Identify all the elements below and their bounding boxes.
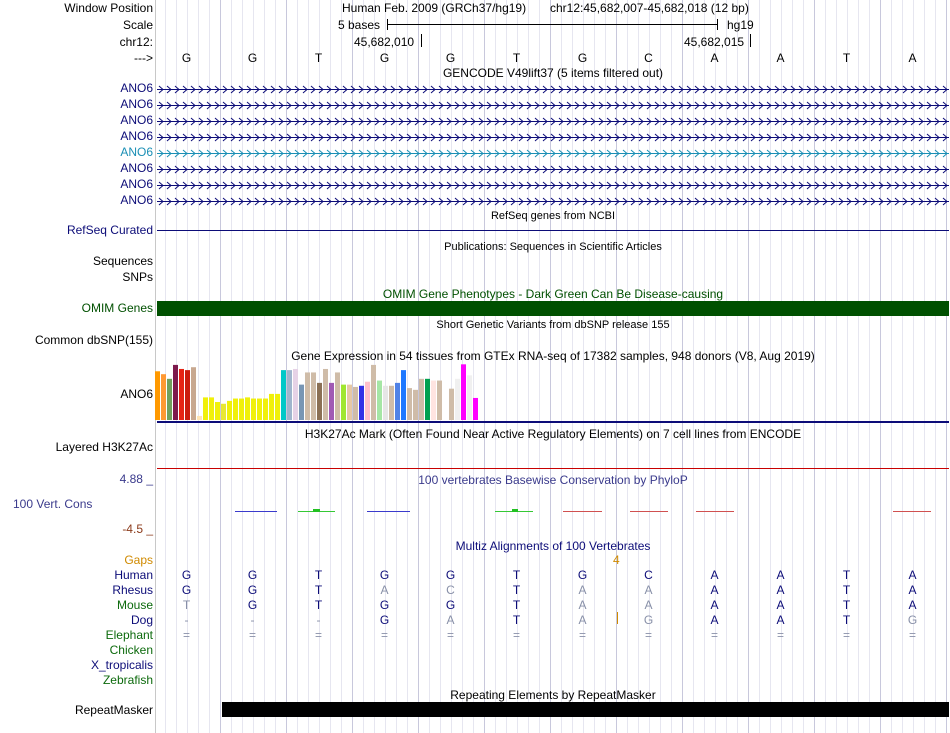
alignment-base: = bbox=[314, 628, 322, 642]
refseq-track-title[interactable]: RefSeq genes from NCBI bbox=[490, 210, 616, 222]
gencode-transcript-feature[interactable] bbox=[157, 99, 949, 109]
gtex-tissue-bar[interactable] bbox=[353, 387, 358, 420]
alignment-base: A bbox=[776, 598, 785, 612]
gtex-tissue-bar[interactable] bbox=[431, 381, 436, 420]
gencode-transcript-label[interactable]: ANO6 bbox=[120, 97, 153, 111]
alignment-base: T bbox=[314, 598, 323, 612]
gtex-tissue-bar[interactable] bbox=[467, 375, 472, 420]
alignment-base: A bbox=[644, 598, 653, 612]
coord-right-tick bbox=[750, 34, 751, 47]
gtex-tissue-bar[interactable] bbox=[173, 365, 178, 420]
h3k27ac-baseline bbox=[157, 468, 949, 469]
h3k27ac-track-title[interactable]: H3K27Ac Mark (Often Found Near Active Regulatory Elements) on 7 cell lines from ENCODE bbox=[304, 427, 802, 441]
scale-label: Scale bbox=[122, 18, 153, 32]
gap-insertion-mark bbox=[617, 612, 618, 624]
gtex-tissue-bar[interactable] bbox=[335, 372, 340, 420]
gtex-tissue-bar[interactable] bbox=[413, 390, 418, 420]
alignment-base: G bbox=[379, 568, 390, 582]
scale-db: hg19 bbox=[727, 18, 754, 32]
phylop-min-label: -4.5 _ bbox=[122, 522, 153, 536]
multiz-track-title[interactable]: Multiz Alignments of 100 Vertebrates bbox=[455, 539, 651, 553]
gtex-tissue-bar[interactable] bbox=[281, 370, 286, 420]
gtex-tissue-bar[interactable] bbox=[443, 388, 448, 420]
gencode-transcript-label[interactable]: ANO6 bbox=[120, 193, 153, 207]
gencode-transcript-label[interactable]: ANO6 bbox=[120, 177, 153, 191]
phylop-peak-mark[interactable] bbox=[512, 509, 518, 512]
species-label[interactable]: Chicken bbox=[109, 643, 153, 657]
gtex-expression-bars[interactable] bbox=[155, 362, 535, 422]
gtex-tissue-bar[interactable] bbox=[389, 386, 394, 420]
gencode-transcript-feature[interactable] bbox=[157, 115, 949, 125]
gencode-transcript-feature[interactable] bbox=[157, 195, 949, 205]
alignment-base: T bbox=[512, 583, 521, 597]
alignment-base: G bbox=[379, 613, 390, 627]
gencode-transcript-feature[interactable] bbox=[157, 179, 949, 189]
gtex-tissue-bar[interactable] bbox=[185, 370, 190, 420]
alignment-base: G bbox=[247, 568, 258, 582]
alignment-base: T bbox=[314, 568, 323, 582]
gtex-tissue-bar[interactable] bbox=[305, 372, 310, 420]
gtex-tissue-bar[interactable] bbox=[401, 370, 406, 420]
repeatmasker-track-title[interactable]: Repeating Elements by RepeatMasker bbox=[450, 688, 656, 702]
alignment-base: A bbox=[710, 583, 719, 597]
gencode-transcript-label[interactable]: ANO6 bbox=[120, 161, 153, 175]
species-label[interactable]: Zebrafish bbox=[102, 673, 153, 687]
gtex-tissue-bar[interactable] bbox=[239, 399, 244, 420]
scale-text: 5 bases bbox=[338, 18, 381, 32]
alignment-base: T bbox=[512, 568, 521, 582]
gtex-tissue-bar[interactable] bbox=[167, 379, 172, 420]
alignment-base: = bbox=[644, 628, 652, 642]
gtex-tissue-bar[interactable] bbox=[323, 369, 328, 420]
sequence-base: G bbox=[445, 51, 456, 65]
gtex-tissue-bar[interactable] bbox=[425, 379, 430, 420]
gaps-label: Gaps bbox=[124, 553, 153, 567]
gtex-tissue-bar[interactable] bbox=[215, 402, 220, 420]
alignment-base: - bbox=[184, 613, 189, 627]
alignment-base: = bbox=[842, 628, 850, 642]
alignment-base: = bbox=[710, 628, 718, 642]
alignment-base: A bbox=[908, 568, 917, 582]
alignment-base: T bbox=[512, 613, 521, 627]
alignment-base: T bbox=[842, 568, 851, 582]
gtex-tissue-bar[interactable] bbox=[293, 369, 298, 420]
alignment-base: G bbox=[577, 568, 588, 582]
chrom-label: chr12: bbox=[119, 35, 153, 49]
gtex-tissue-bar[interactable] bbox=[221, 404, 226, 420]
position-readout: chr12:45,682,007-45,682,018 (12 bp) bbox=[550, 1, 749, 15]
sequence-base: C bbox=[644, 51, 653, 65]
alignment-base: = bbox=[578, 628, 586, 642]
alignment-base: T bbox=[842, 598, 851, 612]
phylop-track-title[interactable]: 100 vertebrates Basewise Conservation by PhyloP bbox=[418, 473, 688, 487]
alignment-base: A bbox=[578, 613, 587, 627]
gtex-tissue-bar[interactable] bbox=[287, 370, 292, 420]
gtex-tissue-bar[interactable] bbox=[245, 397, 250, 420]
alignment-base: T bbox=[512, 598, 521, 612]
gtex-tissue-bar[interactable] bbox=[419, 379, 424, 420]
sequence-base: T bbox=[842, 51, 851, 65]
alignment-base: T bbox=[842, 583, 851, 597]
alignment-base: G bbox=[181, 583, 192, 597]
alignment-base: = bbox=[446, 628, 454, 642]
dbsnp-label[interactable]: Common dbSNP(155) bbox=[34, 333, 153, 347]
sequences-label[interactable]: Sequences bbox=[92, 254, 153, 268]
gtex-tissue-bar[interactable] bbox=[191, 367, 196, 420]
species-label[interactable]: Human bbox=[114, 568, 153, 582]
gtex-tissue-bar[interactable] bbox=[347, 385, 352, 420]
alignment-base: G bbox=[379, 598, 390, 612]
gtex-tissue-bar[interactable] bbox=[203, 397, 208, 420]
scale-bar-right-tick bbox=[717, 19, 718, 30]
alignment-base: = bbox=[908, 628, 916, 642]
alignment-base: A bbox=[578, 598, 587, 612]
gencode-transcript-label[interactable]: ANO6 bbox=[120, 145, 153, 159]
alignment-base: G bbox=[247, 598, 258, 612]
gtex-tissue-bar[interactable] bbox=[449, 389, 454, 420]
species-label[interactable]: Rhesus bbox=[112, 583, 153, 597]
alignment-base: - bbox=[250, 613, 255, 627]
gtex-tissue-bar[interactable] bbox=[317, 383, 322, 420]
strand-arrow-label: ---> bbox=[134, 51, 153, 65]
species-label[interactable]: Elephant bbox=[105, 628, 153, 642]
alignment-base: T bbox=[842, 613, 851, 627]
scale-bar bbox=[387, 24, 718, 25]
gencode-transcript-feature[interactable] bbox=[157, 83, 949, 93]
gtex-tissue-bar[interactable] bbox=[311, 372, 316, 420]
alignment-base: A bbox=[776, 583, 785, 597]
refseq-feature-line[interactable] bbox=[157, 230, 949, 231]
gtex-tissue-bar[interactable] bbox=[455, 379, 460, 420]
alignment-base: = bbox=[512, 628, 520, 642]
alignment-base: = bbox=[380, 628, 388, 642]
omim-track-title[interactable]: OMIM Gene Phenotypes - Dark Green Can Be Disease-causing bbox=[382, 287, 724, 301]
sequence-base: G bbox=[379, 51, 390, 65]
sequence-base: A bbox=[710, 51, 719, 65]
alignment-base: A bbox=[908, 598, 917, 612]
omim-feature-bar[interactable] bbox=[157, 301, 949, 316]
scale-bar-left-tick bbox=[387, 19, 388, 30]
gtex-tissue-bar[interactable] bbox=[269, 394, 274, 420]
alignment-base: A bbox=[776, 613, 785, 627]
gtex-tissue-bar[interactable] bbox=[179, 369, 184, 420]
sequence-base: G bbox=[181, 51, 192, 65]
gencode-track-title[interactable]: GENCODE V49lift37 (5 items filtered out) bbox=[442, 66, 664, 80]
alignment-base: C bbox=[446, 583, 455, 597]
alignment-base: A bbox=[908, 583, 917, 597]
phylop-label[interactable]: 100 Vert. Cons bbox=[13, 497, 93, 511]
alignment-base: A bbox=[380, 583, 389, 597]
species-label[interactable]: Mouse bbox=[116, 598, 153, 612]
gtex-tissue-bar[interactable] bbox=[209, 397, 214, 420]
h3k27ac-label[interactable]: Layered H3K27Ac bbox=[55, 440, 153, 454]
gtex-tissue-bar[interactable] bbox=[299, 385, 304, 420]
gtex-tissue-bar[interactable] bbox=[377, 381, 382, 420]
refseq-label[interactable]: RefSeq Curated bbox=[66, 223, 153, 237]
species-label[interactable]: Dog bbox=[130, 613, 153, 627]
gtex-tissue-bar[interactable] bbox=[233, 399, 238, 420]
gencode-transcript-label[interactable]: ANO6 bbox=[120, 129, 153, 143]
alignment-base: G bbox=[247, 583, 258, 597]
coord-left: 45,682,010 bbox=[354, 35, 415, 49]
alignment-base: = bbox=[776, 628, 784, 642]
gencode-transcript-feature[interactable] bbox=[157, 131, 949, 141]
alignment-base: A bbox=[776, 568, 785, 582]
phylop-score-marks[interactable] bbox=[0, 500, 950, 520]
phylop-max-label: 4.88 _ bbox=[119, 472, 153, 486]
gtex-tissue-bar[interactable] bbox=[197, 416, 202, 420]
phylop-peak-mark[interactable] bbox=[313, 509, 320, 512]
gtex-tissue-bar[interactable] bbox=[395, 383, 400, 420]
gtex-tissue-bar[interactable] bbox=[341, 385, 346, 420]
alignment-base: = bbox=[182, 628, 190, 642]
snps-label[interactable]: SNPs bbox=[122, 270, 153, 284]
alignment-base: T bbox=[182, 598, 191, 612]
gap-count: 4 bbox=[613, 553, 620, 567]
alignment-base: A bbox=[710, 598, 719, 612]
gtex-tissue-bar[interactable] bbox=[155, 371, 160, 420]
gtex-tissue-bar[interactable] bbox=[383, 386, 388, 420]
gtex-tissue-bar[interactable] bbox=[365, 382, 370, 420]
gtex-tissue-bar[interactable] bbox=[473, 398, 478, 420]
assembly-name: Human Feb. 2009 (GRCh37/hg19) bbox=[342, 1, 527, 15]
gtex-tissue-bar[interactable] bbox=[437, 381, 442, 420]
dbsnp-track-title[interactable]: Short Genetic Variants from dbSNP release 155 bbox=[436, 319, 670, 331]
gtex-tissue-bar[interactable] bbox=[161, 374, 166, 420]
alignment-base: A bbox=[446, 613, 455, 627]
alignment-base: A bbox=[710, 613, 719, 627]
sequence-base: G bbox=[247, 51, 258, 65]
sequence-base: T bbox=[314, 51, 323, 65]
alignment-base: G bbox=[643, 613, 654, 627]
gtex-tissue-bar[interactable] bbox=[371, 365, 376, 420]
gtex-tissue-bar[interactable] bbox=[275, 394, 280, 420]
gtex-tissue-bar[interactable] bbox=[407, 388, 412, 420]
gtex-gene-label[interactable]: ANO6 bbox=[120, 387, 153, 401]
species-label[interactable]: X_tropicalis bbox=[90, 658, 153, 672]
gtex-tissue-bar[interactable] bbox=[359, 386, 364, 420]
gtex-tissue-bar[interactable] bbox=[461, 364, 466, 420]
repeatmasker-label[interactable]: RepeatMasker bbox=[74, 703, 153, 717]
sequence-base: A bbox=[908, 51, 917, 65]
gtex-track-baseline bbox=[157, 421, 949, 423]
sequence-base: G bbox=[577, 51, 588, 65]
gencode-transcript-label[interactable]: ANO6 bbox=[120, 81, 153, 95]
alignment-base: T bbox=[314, 583, 323, 597]
alignment-base: C bbox=[644, 568, 653, 582]
gtex-tissue-bar[interactable] bbox=[227, 401, 232, 420]
gencode-transcript-feature[interactable] bbox=[157, 163, 949, 173]
sequence-base: T bbox=[512, 51, 521, 65]
alignment-base: A bbox=[644, 583, 653, 597]
alignment-base: G bbox=[445, 598, 456, 612]
gtex-tissue-bar[interactable] bbox=[251, 399, 256, 420]
coord-right: 45,682,015 bbox=[684, 35, 745, 49]
alignment-base: = bbox=[248, 628, 256, 642]
window-position-label: Window Position bbox=[64, 1, 153, 15]
alignment-base: G bbox=[907, 613, 918, 627]
alignment-base: A bbox=[710, 568, 719, 582]
gtex-tissue-bar[interactable] bbox=[257, 399, 262, 420]
alignment-base: A bbox=[578, 583, 587, 597]
sequence-base: A bbox=[776, 51, 785, 65]
publications-track-title[interactable]: Publications: Sequences in Scientific Articles bbox=[444, 241, 662, 253]
gtex-tissue-bar[interactable] bbox=[263, 399, 268, 420]
repeatmasker-element-bar[interactable] bbox=[222, 702, 949, 717]
omim-label[interactable]: OMIM Genes bbox=[81, 301, 153, 315]
gtex-track-title[interactable]: Gene Expression in 54 tissues from GTEx RNA-seq of 17382 samples, 948 donors (V8, Aug 2019) bbox=[291, 349, 815, 363]
gencode-transcript-label[interactable]: ANO6 bbox=[120, 113, 153, 127]
alignment-base: G bbox=[445, 568, 456, 582]
gencode-transcript-feature[interactable] bbox=[157, 147, 949, 157]
gtex-tissue-bar[interactable] bbox=[329, 383, 334, 420]
alignment-base: - bbox=[316, 613, 321, 627]
coord-left-tick bbox=[421, 34, 422, 47]
alignment-base: G bbox=[181, 568, 192, 582]
